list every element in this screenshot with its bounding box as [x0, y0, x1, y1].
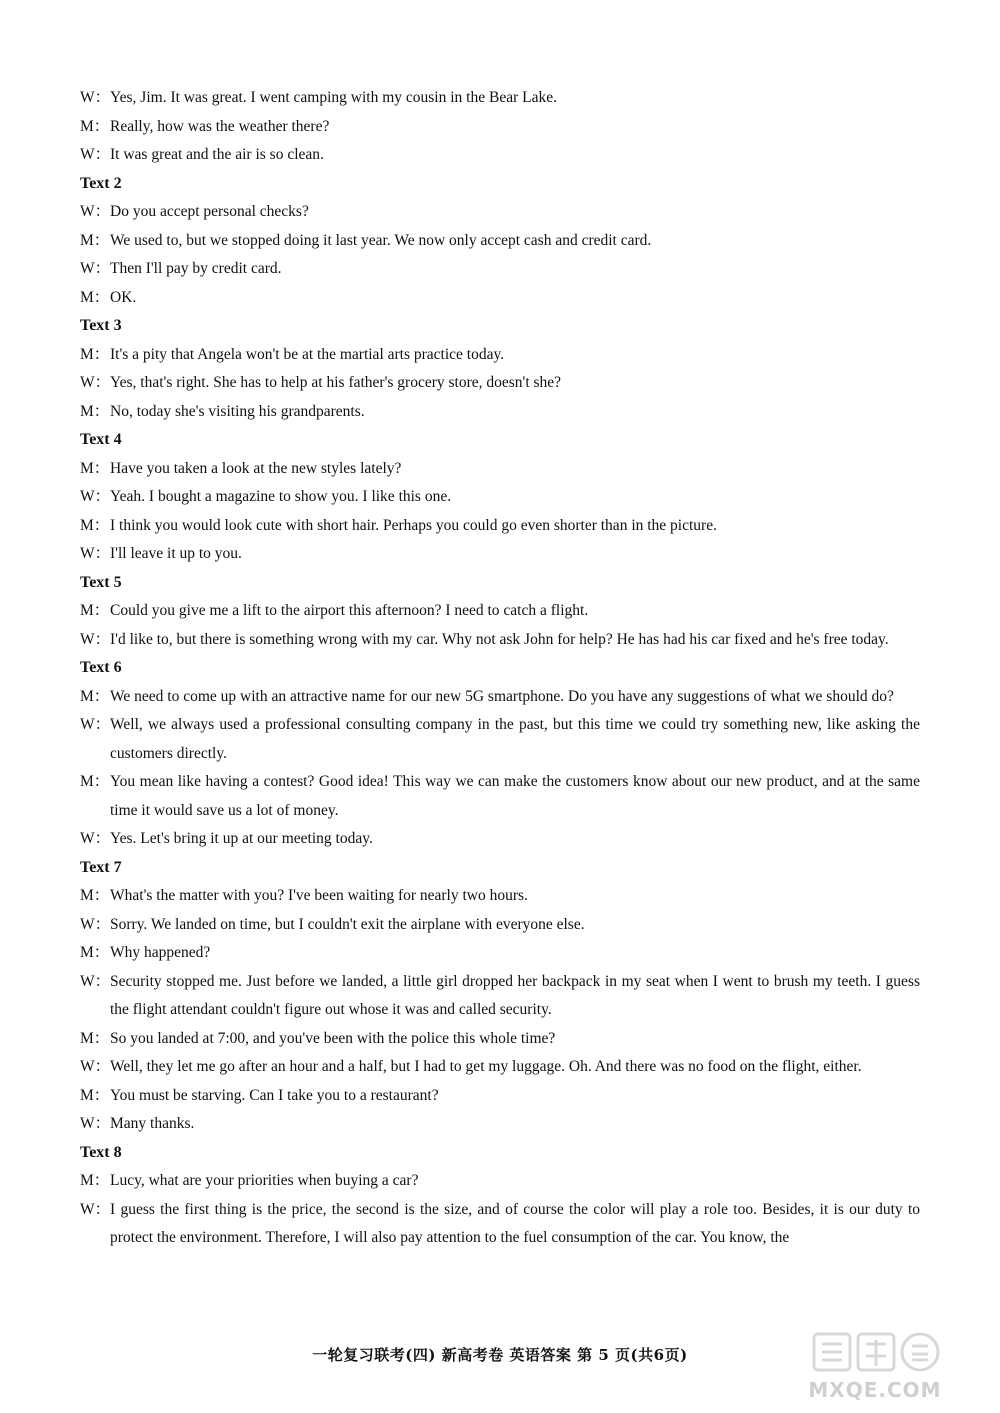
dialogue-text: Sorry. We landed on time, but I couldn't exit the airplane with everyone else. — [110, 915, 585, 933]
speaker-label: W： — [80, 374, 111, 391]
dialogue-line — [80, 1053, 920, 1082]
speaker-label: W： — [80, 146, 111, 163]
section-heading: Text 2 — [80, 174, 122, 192]
dialogue-text: It's a pity that Angela won't be at the martial arts practice today. — [110, 345, 505, 363]
dialogue-line — [80, 711, 920, 768]
dialogue-text: Why happened? — [110, 944, 211, 961]
speaker-label: M： — [80, 345, 110, 363]
speaker-label: M： — [80, 288, 110, 306]
section-heading: Text 3 — [80, 317, 122, 334]
dialogue-text: So you landed at 7:00, and you've been with the police this whole time? — [110, 1029, 556, 1047]
dialogue-line — [80, 255, 920, 284]
dialogue-text: I think you would look cute with short hair. Perhaps you could go even shorter than in the picture. — [110, 516, 717, 534]
dialogue-text: I guess the first thing is the price, the second is the size, and of course the color will play a role too. Besides, it is our duty to protect the environment. Therefore, I will also pay attention to the fuel consumption of the car. You know, the — [110, 1200, 920, 1246]
speaker-label: W： — [80, 260, 111, 277]
speaker-label: M： — [80, 602, 110, 619]
dialogue-text: We used to, but we stopped doing it last year. We now only accept cash and credit card. — [110, 231, 652, 249]
section-heading: Text 7 — [80, 858, 122, 876]
dialogue-line — [80, 1196, 920, 1253]
dialogue-line — [80, 1025, 920, 1054]
dialogue-text: Then I'll pay by credit card. — [110, 260, 282, 277]
speaker-label: M： — [80, 773, 110, 790]
section-heading: Text 8 — [80, 1143, 122, 1161]
dialogue-text: Lucy, what are your priorities when buying a car? — [110, 1172, 419, 1189]
dialogue-line — [80, 968, 920, 1025]
dialogue-text: Yes, Jim. It was great. I went camping with my cousin in the Bear Lake. — [110, 89, 557, 106]
dialogue-line — [80, 113, 920, 142]
speaker-label: M： — [80, 516, 110, 534]
speaker-label: M： — [80, 117, 110, 135]
section-heading: Text 6 — [80, 659, 122, 676]
dialogue-text: Have you taken a look at the new styles lately? — [110, 459, 402, 477]
dialogue-text: Yes, that's right. She has to help at his father's grocery store, doesn't she? — [110, 374, 562, 391]
dialogue-line — [80, 369, 920, 398]
speaker-label: M： — [80, 687, 110, 705]
speaker-label: W： — [80, 545, 111, 562]
dialogue-line — [80, 882, 920, 911]
dialogue-text: OK. — [110, 288, 137, 306]
speaker-label: W： — [80, 972, 111, 990]
dialogue-line — [80, 825, 920, 854]
dialogue-text: Well, we always used a professional consulting company in the past, but this time we could try something new, like asking the customers directly. — [110, 716, 920, 762]
dialogue-text: I'll leave it up to you. — [110, 545, 242, 562]
dialogue-line — [80, 141, 920, 170]
speaker-label: M： — [80, 459, 110, 477]
speaker-label: W： — [80, 1200, 111, 1218]
dialogue-line — [80, 1167, 920, 1196]
dialogue-line — [80, 1082, 920, 1111]
dialogue-line — [80, 512, 920, 541]
dialogue-text: What's the matter with you? I've been waiting for nearly two hours. — [110, 887, 528, 904]
dialogue-text: Well, they let me go after an hour and a half, but I had to get my luggage. Oh. And there was no food on the flight, either. — [110, 1058, 862, 1075]
dialogue-text: Yes. Let's bring it up at our meeting today. — [110, 830, 373, 847]
dialogue-line — [80, 341, 920, 370]
dialogue-text: Could you give me a lift to the airport this afternoon? I need to catch a flight. — [110, 602, 589, 619]
dialogue-text: We need to come up with an attractive name for our new 5G smartphone. Do you have any suggestions of what we should do? — [110, 687, 894, 705]
dialogue-line — [80, 483, 920, 512]
watermark — [800, 1328, 950, 1408]
dialogue-line — [80, 227, 920, 256]
speaker-label: W： — [80, 488, 111, 505]
section-heading: Text 4 — [80, 431, 122, 448]
dialogue-text: Really, how was the weather there? — [110, 117, 330, 135]
dialogue-line — [80, 398, 920, 427]
speaker-label: W： — [80, 630, 111, 648]
transcript — [80, 84, 920, 1253]
speaker-label: W： — [80, 203, 111, 220]
dialogue-text: Yeah. I bought a magazine to show you. I like this one. — [110, 488, 452, 505]
dialogue-line — [80, 284, 920, 313]
dialogue-line — [80, 84, 920, 113]
dialogue-line — [80, 768, 920, 825]
speaker-label: M： — [80, 944, 110, 961]
dialogue-text: Do you accept personal checks? — [110, 203, 309, 220]
section-heading: Text 5 — [80, 573, 122, 591]
speaker-label: M： — [80, 887, 110, 904]
speaker-label: W： — [80, 89, 111, 106]
dialogue-line — [80, 1110, 920, 1139]
speaker-label: M： — [80, 1029, 110, 1047]
watermark-domain: MXQE.COM — [808, 1378, 942, 1402]
dialogue-text: Many thanks. — [110, 1115, 195, 1132]
speaker-label: M： — [80, 1086, 110, 1104]
dialogue-text: Security stopped me. Just before we landed, a little girl dropped her backpack in my seat when I went to brush my teeth. I guess the flight attendant couldn't figure out whose it was and called security. — [110, 972, 920, 1018]
page-footer: 一轮复习联考(四) 新高考卷 英语答案 第 5 页(共6页) — [312, 1346, 688, 1364]
dialogue-line — [80, 911, 920, 940]
speaker-label: W： — [80, 1115, 111, 1132]
speaker-label: W： — [80, 1058, 111, 1075]
dialogue-line — [80, 939, 920, 968]
speaker-label: W： — [80, 830, 111, 847]
speaker-label: M： — [80, 1172, 110, 1189]
dialogue-text: It was great and the air is so clean. — [110, 146, 324, 163]
watermark-logo — [812, 1328, 940, 1376]
dialogue-text: You mean like having a contest? Good idea! This way we can make the customers know about our new product, and at the same time it would save us a lot of money. — [110, 773, 920, 819]
speaker-label: M： — [80, 402, 110, 420]
dialogue-text: No, today she's visiting his grandparents. — [110, 402, 365, 420]
dialogue-line — [80, 626, 920, 655]
dialogue-line — [80, 597, 920, 626]
speaker-label: W： — [80, 716, 111, 733]
dialogue-text: I'd like to, but there is something wrong with my car. Why not ask John for help? He has had his car fixed and he's free today. — [110, 630, 889, 648]
dialogue-line — [80, 683, 920, 712]
speaker-label: W： — [80, 915, 111, 933]
speaker-label: M： — [80, 231, 110, 249]
dialogue-line — [80, 198, 920, 227]
dialogue-text: You must be starving. Can I take you to a restaurant? — [110, 1086, 439, 1104]
dialogue-line — [80, 455, 920, 484]
dialogue-line — [80, 540, 920, 569]
